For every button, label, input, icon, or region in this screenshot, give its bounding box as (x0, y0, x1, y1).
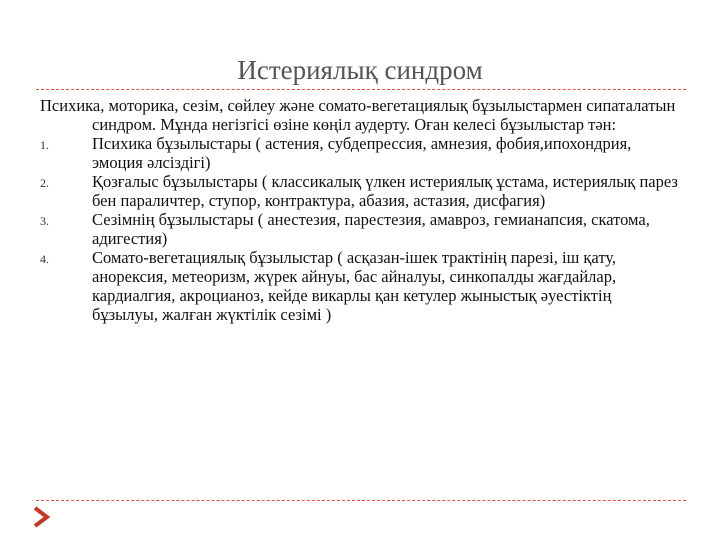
title-divider (36, 89, 686, 90)
list-item-number: 2. (40, 176, 49, 190)
list-item (40, 248, 680, 324)
list-item-text: Психика бұзылыстары ( астения, субдепрессия, амнезия, фобия,ипохондрия, эмоция әлсіздігі) (92, 134, 632, 172)
list-item-number: 4. (40, 252, 49, 266)
list-item-number: 3. (40, 214, 49, 228)
list-item-text: Сомато-вегетациялық бұзылыстар ( асқазан-ішек трактінің парезі, іш қату, анорексия, метеоризм, жүрек айнуы, бас айналуы, синкопалды жағдайлар, кардиалгия, акроцианоз, кейде викарлы қан кетулер жыныстық әуестіктің бұзылуы, жалған жүктілік сезімі ) (92, 248, 617, 324)
list-item-text: Қозғалыс бұзылыстары ( классикалық үлкен истериялық ұстама, истериялық парез бен параличтер, ступор, контрактура, абазия, астазия, дисфагия) (92, 172, 678, 210)
list-item (40, 210, 680, 248)
intro-paragraph: Психика, моторика, сезім, сөйлеу және сомато-вегетациялық бұзылыстармен сипаталатын синдром. Мұнда негізгісі өзіне көңіл аудерту. Оған келесі бұзылыстар тән: (40, 96, 676, 134)
play-arrow-icon[interactable] (32, 506, 50, 528)
slide-body (40, 96, 680, 324)
list-item-number: 1. (40, 138, 49, 152)
bottom-divider (36, 500, 686, 501)
slide-title: Истериялық синдром (237, 55, 483, 85)
list-item (40, 134, 680, 172)
list-item-text: Сезімнің бұзылыстары ( анестезия, парестезия, амавроз, гемианапсия, скатома, адигестия) (92, 210, 650, 248)
list-item (40, 172, 680, 210)
